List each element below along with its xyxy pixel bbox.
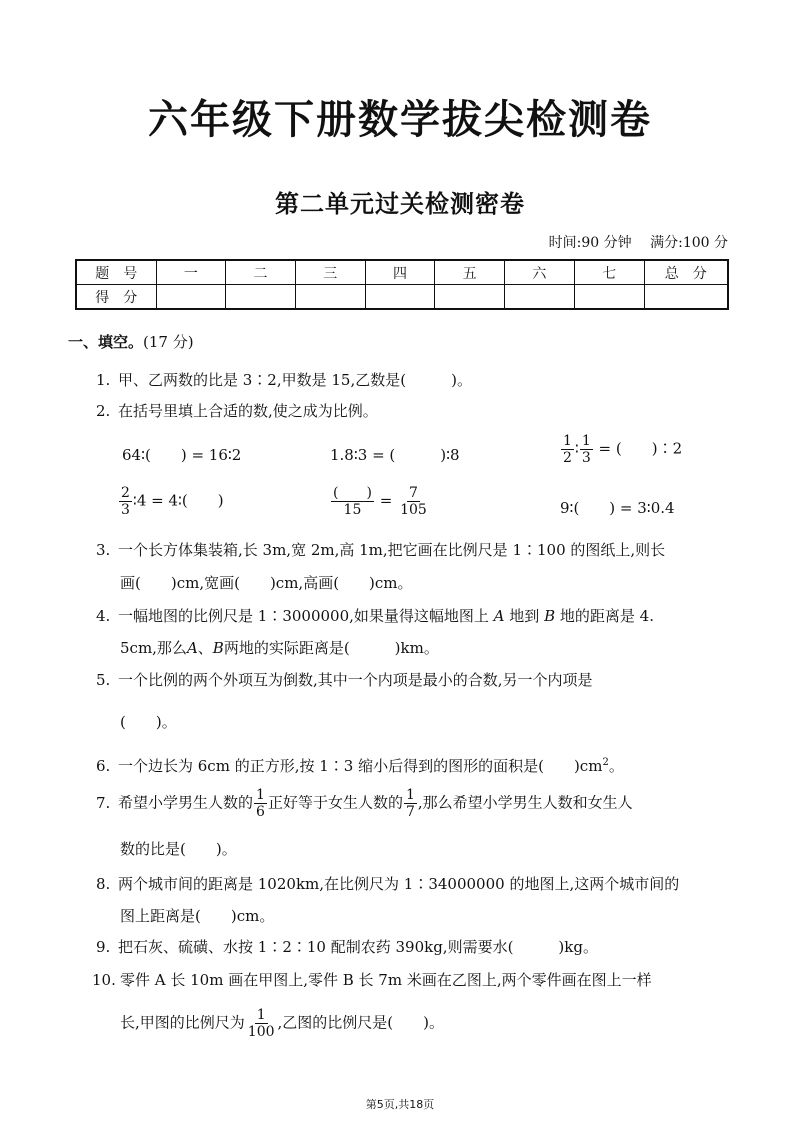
full-score: 满分:100 分 bbox=[650, 235, 728, 251]
question-number: 5. bbox=[96, 671, 111, 689]
score-cell[interactable] bbox=[644, 285, 728, 310]
question-number: 6. bbox=[96, 757, 111, 775]
question-6: 6. 一个边长为 6cm 的正方形,按 1∶3 缩小后得到的图形的面积是( )$cm^2$。 bbox=[96, 757, 624, 775]
question-2 bbox=[96, 400, 378, 421]
question-number: 8. bbox=[96, 875, 111, 893]
question-2f: 9∶( ) = 3∶0.4 bbox=[560, 499, 675, 517]
score-row-label: 得 分 bbox=[76, 285, 156, 310]
question-2a: 64∶( ) = 16∶2 bbox=[122, 446, 242, 464]
score-header-cell: 总 分 bbox=[644, 260, 728, 285]
score-cell[interactable] bbox=[295, 285, 365, 310]
fraction: $\frac{1}{3}$ bbox=[581, 433, 591, 466]
section-points: (17 分) bbox=[143, 333, 194, 351]
question-8-line2: 图上距离是( )cm。 bbox=[120, 907, 275, 925]
score-cell[interactable] bbox=[505, 285, 575, 310]
question-number: 7. bbox=[96, 793, 111, 812]
score-table-score-row bbox=[76, 285, 728, 310]
question-4-line2: 5cm,那么A、B两地的实际距离是( )km。 bbox=[120, 639, 439, 657]
fraction: $\frac{1}{100}$ bbox=[247, 1007, 275, 1040]
question-9 bbox=[96, 936, 598, 957]
question-2b: 1.8∶3 = ( )∶8 bbox=[330, 446, 460, 464]
section-heading bbox=[68, 331, 194, 352]
page-footer: 第5页,共18页 bbox=[365, 1098, 435, 1111]
question-text: 在括号里填上合适的数,使之成为比例。 bbox=[118, 402, 378, 420]
score-header-cell: 三 bbox=[295, 260, 365, 285]
question-10 bbox=[92, 969, 652, 990]
section-label: 一、填空。 bbox=[68, 333, 144, 351]
question-number: 4. bbox=[96, 607, 111, 625]
exam-subtitle: 第二单元过关检测密卷 bbox=[275, 189, 525, 218]
score-cell[interactable] bbox=[574, 285, 644, 310]
time-limit: 时间:90 分钟 bbox=[548, 235, 632, 251]
question-1 bbox=[96, 369, 472, 390]
question-text: 甲、乙两数的比是 3∶2,甲数是 15,乙数是( )。 bbox=[118, 371, 472, 389]
question-8 bbox=[96, 873, 679, 894]
score-header-cell: 一 bbox=[156, 260, 226, 285]
score-header-cell: 七 bbox=[574, 260, 644, 285]
question-text: 一个比例的两个外项互为倒数,其中一个内项是最小的合数,另一个内项是 bbox=[118, 671, 593, 689]
score-table bbox=[75, 259, 729, 310]
question-text: 一个长方体集装箱,长 3m,宽 2m,高 1m,把它画在比例尺是 1∶100 的图纸上,则长 bbox=[118, 541, 666, 559]
question-number: 10. bbox=[92, 971, 116, 989]
fraction: $\frac{1}{7}$ bbox=[405, 787, 415, 820]
question-text: 把石灰、硫磺、水按 1∶2∶10 配制农药 390kg,则需要水( )kg。 bbox=[118, 938, 598, 956]
score-header-cell: 六 bbox=[505, 260, 575, 285]
fraction: $\frac{2}{3}$ bbox=[121, 485, 130, 518]
question-number: 2. bbox=[96, 402, 111, 420]
score-cell[interactable] bbox=[365, 285, 435, 310]
question-2c: $\frac{1}{2}$ ∶ $\frac{1}{3}$ = ( )∶2 bbox=[563, 433, 683, 466]
score-header-cell: 四 bbox=[365, 260, 435, 285]
score-cell[interactable] bbox=[156, 285, 226, 310]
score-cell[interactable] bbox=[226, 285, 296, 310]
question-text: 零件 A 长 10m 画在甲图上,零件 B 长 7m 米画在乙图上,两个零件画在图上一样 bbox=[120, 971, 652, 989]
question-2e: $\frac{( )}{15}$ = $\frac{7}{105}$ bbox=[333, 485, 427, 518]
question-7-line2: 数的比是( )。 bbox=[120, 840, 237, 858]
score-header-cell: 题 号 bbox=[76, 260, 156, 285]
question-number: 9. bbox=[96, 938, 111, 956]
question-4: 4. 一幅地图的比例尺是 1∶3000000,如果量得这幅地图上 A 地到 B 地的距离是 4. bbox=[96, 607, 654, 625]
question-number: 1. bbox=[96, 371, 111, 389]
fraction: $\frac{7}{105}$ bbox=[400, 485, 427, 518]
question-7: 7. 希望小学男生人数的 $\frac{1}{6}$ 正好等于女生人数的 $\frac{1}{7}$ ,那么希望小学男生人数和女生人 bbox=[96, 787, 633, 820]
question-10-line2: 长,甲图的比例尺为 $\frac{1}{100}$ ,乙图的比例尺是( )。 bbox=[120, 1007, 444, 1040]
question-3-line2: 画( )cm,宽画( )cm,高画( )cm。 bbox=[120, 574, 413, 592]
fraction: $\frac{1}{2}$ bbox=[563, 433, 572, 466]
exam-title: 六年级下册数学拔尖检测卷 bbox=[148, 97, 652, 143]
question-3 bbox=[96, 539, 665, 560]
score-cell[interactable] bbox=[435, 285, 505, 310]
score-header-cell: 五 bbox=[435, 260, 505, 285]
question-5 bbox=[96, 669, 593, 690]
question-2d: $\frac{2}{3}$ ∶4 = 4∶( ) bbox=[121, 485, 224, 518]
question-number: 3. bbox=[96, 541, 111, 559]
time-info bbox=[535, 232, 728, 252]
score-header-cell: 二 bbox=[226, 260, 296, 285]
score-table-header-row bbox=[76, 260, 728, 285]
fraction: $\frac{1}{6}$ bbox=[256, 787, 265, 820]
fraction: $\frac{( )}{15}$ bbox=[333, 485, 372, 518]
question-5-line2: ( )。 bbox=[120, 713, 177, 731]
question-text: 两个城市间的距离是 1020km,在比例尺为 1∶34000000 的地图上,这两个城市间的 bbox=[118, 875, 680, 893]
